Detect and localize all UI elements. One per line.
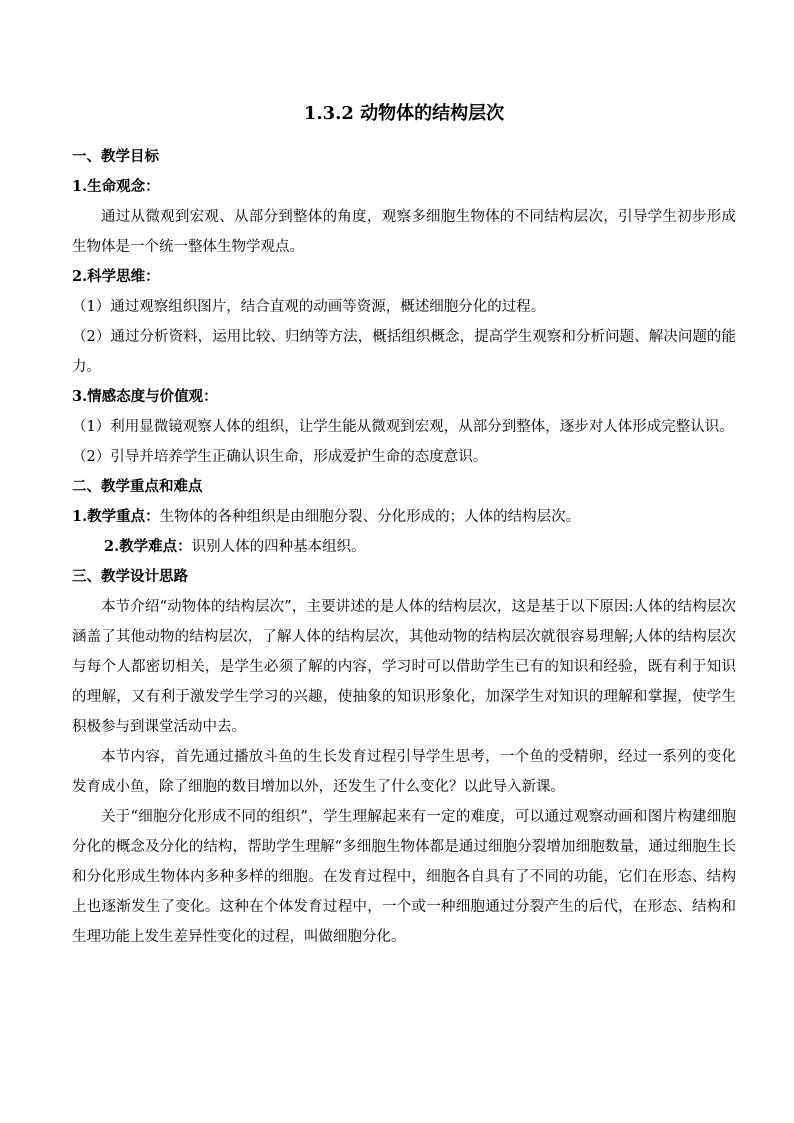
key-difficulty-label: 2.教学难点： — [104, 538, 192, 555]
key-focus-label: 1.教学重点： — [72, 508, 160, 525]
paragraph-life-concept: 通过从微观到宏观、从部分到整体的角度，观察多细胞生物体的不同结构层次，引导学生初步形成生物体是一个统一整体生物学观点。 — [72, 209, 736, 255]
section-heading-objectives: 一、教学目标 — [72, 148, 159, 165]
key-focus-line — [72, 502, 736, 532]
list-item-attitude-2: （2）引导并培养学生正确认识生命，形成爱护生命的态度意识。 — [72, 449, 488, 465]
list-item-attitude-1: （1）利用显微镜观察人体的组织，让学生能从微观到宏观，从部分到整体，逐步对人体形成完整认识。 — [72, 419, 734, 435]
subheading-attitude: 3.情感态度与价值观： — [72, 388, 218, 405]
paragraph-design-1: 本节介绍“动物体的结构层次”，主要讲述的是人体的结构层次，这是基于以下原因:人体的结构层次涵盖了其他动物的结构层次，了解人体的结构层次，其他动物的结构层次就很容易理解;人体的结构层次与每个人都密切相关，是学生必须了解的内容，学习时可以借助学生已有的知识和经验，既有利于知识的理解，又有利于激发学生学习的兴趣，使抽象的知识形象化，加深学生对知识的理解和掌握，使学生积极参与到课堂活动中去。 — [72, 599, 736, 735]
paragraph-design-2: 本节内容，首先通过播放斗鱼的生长发育过程引导学生思考，一个鱼的受精卵，经过一系列的变化发育成小鱼，除了细胞的数目增加以外，还发生了什么变化？以此导入新课。 — [72, 749, 736, 795]
list-item-thinking-2: （2）通过分析资料，运用比较、归纳等方法，概括组织概念，提高学生观察和分析问题、解决问题的能力。 — [72, 329, 736, 375]
section-heading-design: 三、教学设计思路 — [72, 568, 188, 585]
document-title: 1.3.2 动物体的结构层次 — [303, 103, 505, 124]
section-heading-key-points: 二、教学重点和难点 — [72, 478, 203, 495]
key-difficulty-line — [72, 532, 736, 562]
subheading-scientific-thinking: 2.科学思维： — [72, 268, 160, 285]
subheading-life-concept: 1.生命观念： — [72, 178, 160, 195]
key-focus-text: 生物体的各种组织是由细胞分裂、分化形成的；人体的结构层次。 — [159, 509, 581, 525]
list-item-thinking-1: （1）通过观察组织图片，结合直观的动画等资源，概述细胞分化的过程。 — [72, 299, 546, 315]
key-difficulty-text: 识别人体的四种基本组织。 — [191, 539, 366, 555]
paragraph-design-3: 关于“细胞分化形成不同的组织”，学生理解起来有一定的难度，可以通过观察动画和图片构建细胞分化的概念及分化的结构，帮助学生理解“多细胞生物体都是通过细胞分裂增加细胞数量，通过细胞生长和分化形成生物体内多种多样的细胞。在发育过程中，细胞各自具有了不同的功能，它们在形态、结构上也逐渐发生了变化。这种在个体发育过程中，一个或一种细胞通过分裂产生的后代，在形态、结构和生理功能上发生差异性变化的过程，叫做细胞分化。 — [72, 809, 736, 945]
